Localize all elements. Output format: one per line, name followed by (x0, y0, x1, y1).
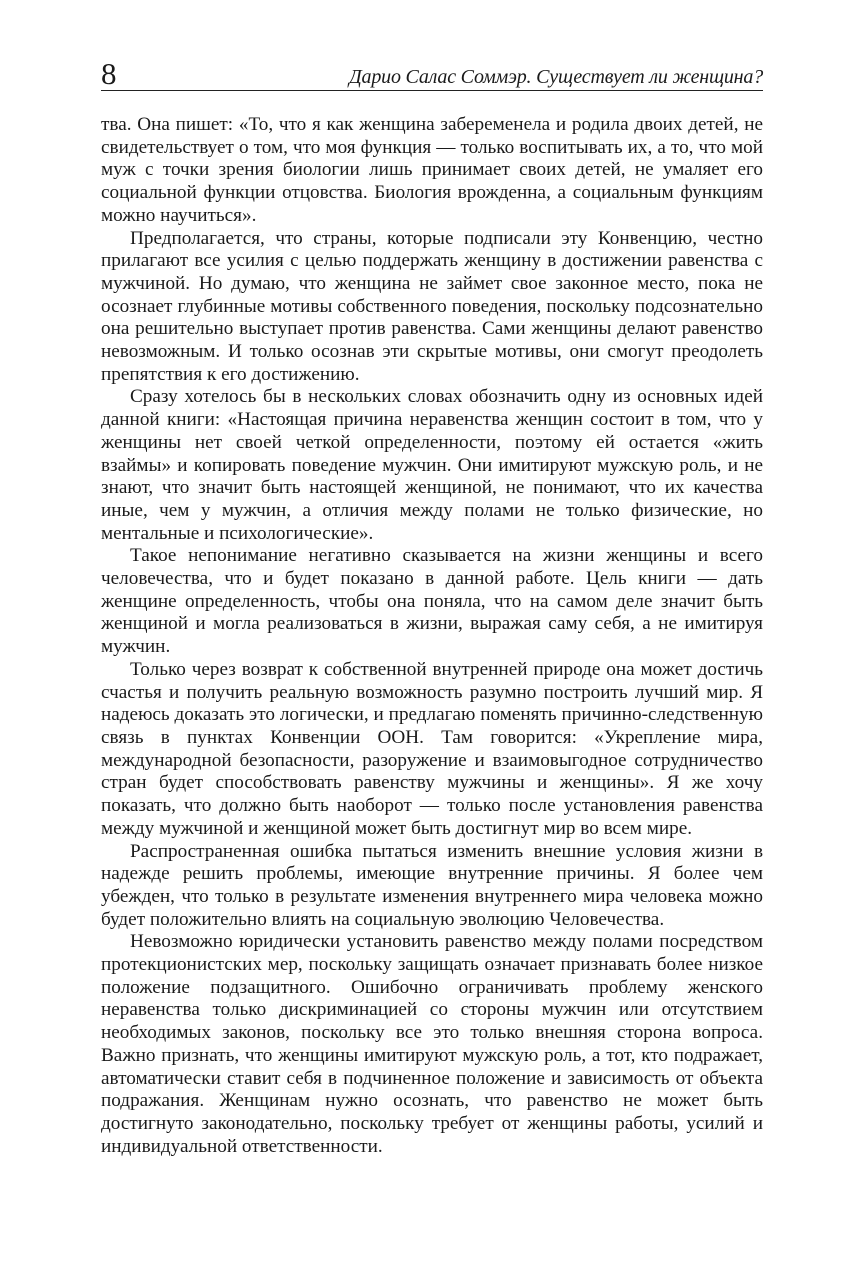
paragraph: Невозможно юридически установить равенство между полами посредством протекционистских мер, поскольку защищать означает признавать более низкое положение подзащитного. Ошибочно ограничивать проблему женского неравенства только дискриминацией со стороны мужчин или отсутствием необходимых законов, поскольку все это только внешняя сторона вопроса. Важно признать, что женщины имитируют мужскую роль, а тот, кто подражает, автоматически ставит себя в подчиненное положение и зависимость от объекта подражания. Женщинам нужно осознать, что равенство не может быть достигнуто законодательно, поскольку требует от женщины работы, усилий и индивидуальной ответственности. (101, 931, 763, 1157)
paragraph: Только через возврат к собственной внутренней природе она может достичь счастья и получить реальную возможность разумно построить лучший мир. Я надеюсь доказать это логически, и предлагаю поменять причинно-следственную связь в пунктах Конвенции ООН. Там говорится: «Укрепление мира, международной безопасности, разоружение и взаимовыгодное сотрудничество стран будет способствовать равенству мужчины и женщины». Я же хочу показать, что должно быть наоборот — только после установления равенства между мужчиной и женщиной может быть достигнут мир во всем мире. (101, 658, 763, 839)
paragraph: Распространенная ошибка пытаться изменить внешние условия жизни в надежде решить проблемы, имеющие внутренние причины. Я более чем убежден, что только в результате изменения внутреннего мира человека можно будет положительно влиять на социальную эволюцию Человечества. (101, 840, 763, 930)
paragraph: Сразу хотелось бы в нескольких словах обозначить одну из основных идей данной книги: «Настоящая причина неравенства женщин состоит в том, что у женщины нет своей четкой определенности, поэтому ей остается «жить взаймы» и копировать поведение мужчин. Они имитируют мужскую роль, и не знают, что значит быть настоящей женщиной, не понимают, что их качества иные, чем у мужчин, а отличия между полами не только физические, но ментальные и психологические». (101, 386, 763, 544)
running-header (101, 52, 763, 91)
header-book-title: Существует ли женщина? (536, 66, 763, 88)
body-text (101, 114, 763, 1158)
book-page (101, 52, 763, 1158)
header-author: Дарио Салас Соммэр. (349, 66, 532, 88)
running-title (349, 67, 763, 87)
page-number: 8 (101, 56, 117, 91)
paragraph: Такое непонимание негативно сказывается на жизни женщины и всего человечества, что и будет показано в данной работе. Цель книги — дать женщине определенность, чтобы она поняла, что на самом деле значит быть женщиной и могла реализоваться в жизни, выражая саму себя, а не имитируя мужчин. (101, 545, 763, 658)
paragraph: Предполагается, что страны, которые подписали эту Конвенцию, честно прилагают все усилия с целью поддержать женщину в достижении равенства с мужчиной. Но думаю, что женщина не займет свое законное место, пока не осознает глубинные мотивы собственного поведения, поскольку подсознательно она решительно выступает против равенства. Сами женщины делают равенство невозможным. И только осознав эти скрытые мотивы, они смогут преодолеть препятствия к его достижению. (101, 227, 763, 385)
paragraph-continuation: тва. Она пишет: «То, что я как женщина забеременела и родила двоих детей, не свидетельствует о том, что моя функция — только воспитывать их, а то, что мой муж с точки зрения биологии лишь принимает своих детей, не умаляет его социальной функции отцовства. Биология врожденна, а социальным функциям можно научиться». (101, 114, 763, 226)
